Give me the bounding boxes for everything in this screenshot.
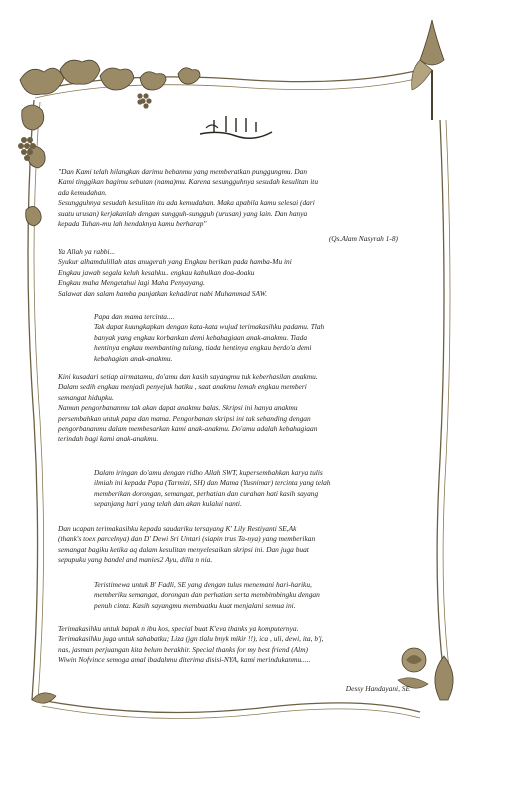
gratitude-line: Kini kusadari setiap airmatamu, do'amu dan kasih sayangmu tuk keberhasilan anakmu. [58, 372, 318, 381]
siblings-line: sepupuku yang bandel and manies2 Ayu, dilla n nia. [58, 555, 213, 565]
gratitude-line: Namun pengorbananmu tak akan dapat anakmu balas. Skripsi ini hanya anakmu [58, 403, 298, 413]
parents-line: kebahagian anak-anakmu. [94, 353, 173, 363]
verse-source: (Qs.Alam Nasyrah 1-8) [328, 234, 398, 243]
dedication-block [94, 468, 426, 510]
special-line: penuh cinta. Kasih sayangmu membuatku kuat menjalani semua ini. [94, 600, 296, 610]
dedication-line: Dalam iringan do'amu dengan ridho Allah SWT, kupersembahkan karya tulis [94, 468, 323, 477]
special-line: Teristimewa untuk B' Fadli, SE yang dengan tulus menemani hari-hariku, [94, 580, 312, 589]
signature: Dessy Handayani, SE [345, 684, 410, 693]
parents-line: banyak yang engkau korbankan demi kebahagiaan anak-anakmu. Tiada [94, 332, 308, 342]
prayer-line: Ya Allah ya rabbi... [58, 247, 116, 256]
verse-line: "Dan Kami telah hilangkan darimu bebanmu yang memberatkan punggungmu. Dan [58, 167, 308, 176]
siblings-line: (thank's toex parcelnya) dan D' Dewi Sri Untari (siapin trus Ta-nya) yang memberikan [58, 534, 316, 544]
prayer-block [58, 247, 426, 299]
bud-ornament-right [435, 656, 453, 700]
special-thanks-block [94, 580, 426, 611]
tulip-ornament-top-right [412, 20, 444, 120]
prayer-line: Engkau maha Mengetahui lagi Maha Penyayang. [58, 278, 205, 288]
special-line: memberiku semangat, dorongan dan perhatian serta membimbingku dengan [94, 590, 320, 600]
siblings-line: semangat bagiku ketika aq dalam kesulitan menyelesaikan skripsi ini. Dan juga buat [58, 544, 309, 554]
verse-line: Sesungguhnya sesudah kesulitan itu ada kemudahan. Maka apabila kamu selesai (dari [58, 198, 315, 208]
gratitude-line: Dalam sedih engkau menjadi penyejuk hatiku , saat anakmu lemah engkau memberi [58, 382, 307, 392]
quran-verse-block [58, 167, 426, 229]
friends-line: Wiwin Nofvince semoga amal ibadahmu diterima disisi-NYA, kami merindukanmu..... [58, 655, 311, 665]
parents-line: Tak dapat kuungkapkan dengan kata-kata wujud terimakasihku padamu. Tlah [94, 322, 325, 332]
friends-line: Terimakasihku juga untuk sahabatku; Liza (jgn tlalu bnyk mikir !!), ica , uli, dewi, ita, b'j, [58, 634, 324, 644]
prayer-line: Engkau jawab segala keluh kesahku.. engkau kabulkan doa-doaku [58, 267, 255, 277]
friends-line: Terimakasihku untuk bapak n ibu kos, special buat K'eva thanks ya komputernya. [58, 624, 299, 633]
parents-line: hentinya engkau membanting tulang, tiada hentinya engkau berdo'a demi [94, 343, 312, 353]
siblings-thanks-block [58, 524, 426, 566]
parents-line: Papa dan mama tercinta.... [94, 312, 175, 321]
siblings-line: Dan ucapan terimakasihku kepada saudariku tersayang K' Lily Restiyanti SE,Ak [58, 524, 297, 533]
verse-line: kepada Tuhan-mu lah hendaknya kamu berharap" [58, 219, 207, 229]
verse-line: Kami tinggikan bagimu sebutan (nama)mu. Karena sesungguhnya sesudah kesulitan itu [58, 177, 319, 187]
friends-thanks-block [58, 624, 426, 666]
prayer-line: Syukur alhamdulillah atas anugerah yang Engkau berikan pada hamba-Mu ini [58, 257, 292, 267]
dedication-line: ilmiah ini kepada Papa (Tarmizi, SH) dan Mama (Yusnimar) tercinta yang telah [94, 478, 331, 488]
gratitude-line: terindah bagi kami anak-anakmu. [58, 434, 159, 444]
verse-line: suatu urusan) kerjakanlah dengan sungguh-sungguh (urusan) yang lain. Dan hanya [58, 208, 308, 218]
friends-line: nas, jasman perjuangan kita belum berakhir. Special thanks for my best friend (Alm) [58, 644, 309, 654]
dedication-line: sepanjang hari yang telah dan akan kulalui nanti. [94, 499, 242, 509]
bismillah-calligraphy [196, 112, 276, 142]
gratitude-line: persembahkan untuk papa dan mama. Pengorbanan skripsi ini tak sebanding dengan [58, 413, 311, 423]
calligraphy-flourish-icon [196, 112, 276, 142]
gratitude-line: semangat hidupku. [58, 392, 114, 402]
dedication-line: memberikan dorongan, semangat, perhatian dan curahan hati kasih sayang [94, 488, 319, 498]
verse-line: ada kemudahan. [58, 187, 107, 197]
gratitude-line: pengorbananmu dalam membesarkan kami anak-anakmu. Do'amu adalah kebahagiaan [58, 424, 318, 434]
prayer-line: Salawat dan salam hamba panjatkan kehadirat nabi Muhammad SAW. [58, 288, 268, 298]
gratitude-block [58, 372, 426, 445]
parents-block [94, 312, 414, 364]
